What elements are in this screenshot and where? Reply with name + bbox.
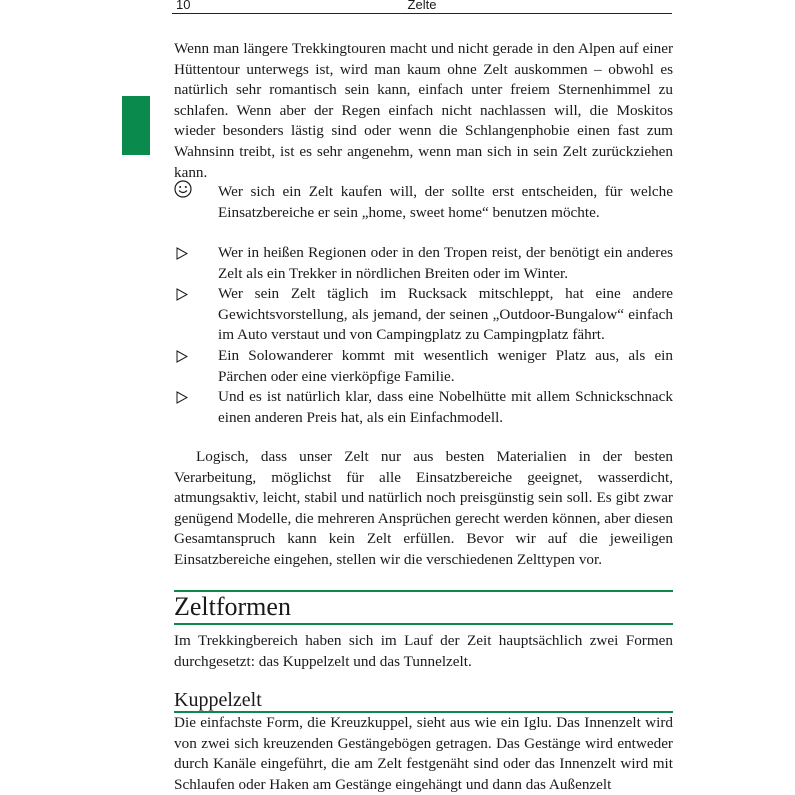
triangle-icon [176,247,188,260]
triangle-icon [176,391,188,404]
triangle-icon [176,350,188,363]
smiley-icon [174,180,192,198]
running-title: Zelte [407,0,437,12]
list-item-text: Und es ist natürlich klar, dass eine Nobelhütte mit allem Schnickschnack einen anderen Preis hat, als ein Einfachmodell. [218,388,673,426]
tip-text: Wer sich ein Zelt kaufen will, der sollte erst entscheiden, für welche Einsatzbereiche er sein „home, sweet home“ benutzen möchte. [218,183,673,221]
kuppelzelt-paragraph: Die einfachste Form, die Kreuzkuppel, sieht aus wie ein Iglu. Das Innenzelt wird von zwei sich kreuzenden Gestängebögen getragen. Das Gestänge wird entweder durch Kanäle eingeführt, die am Zelt festgenäht sind oder das Innenzelt wird mit Schlaufen oder Haken am Gestänge eingehängt und dann das Außenzelt [174,714,673,793]
list-item-text: Wer in heißen Regionen oder in den Tropen reist, der benötigt ein anderes Zelt als ein Trekker in nördlichen Breiten oder im Winter. [218,244,673,282]
list-item-text: Ein Solowanderer kommt mit wesentlich weniger Platz aus, als ein Pärchen oder eine vierköpfige Familie. [218,347,673,385]
list-item-text: Wer sein Zelt täglich im Rucksack mitschleppt, hat eine andere Gewichtsvorstellung, als jemand, der seinen „Outdoor-Bungalow“ einfach im Auto verstaut und von Campingplatz zu Campingplatz fährt. [218,285,673,344]
intro-paragraph: Wenn man längere Trekkingtouren macht und nicht gerade in den Alpen auf einer Hüttentour unterwegs ist, wird man kaum ohne Zelt auskommen – obwohl es natürlich sehr romantisch sein kann, einfach unter freiem Sternenhimmel zu schlafen. Wenn aber der Regen einfach nicht nachlassen will, die Moskitos wieder besonders lästig sind oder wenn die Schlangenphobie einen fast zum Wahnsinn treibt, ist es sehr angenehm, wenn man sich in sein Zelt zurückziehen kann. [174,40,673,181]
logic-paragraph: Logisch, dass unser Zelt nur aus besten Materialien in der besten Verarbeitung, möglichst für alle Einsatzbereiche geeignet, wasserdicht, atmungsaktiv, leicht, stabil und natürlich noch preisgünstig sein soll. Es gibt zwar genügend Modelle, die mehreren Ansprüchen gerecht werden können, aber diesen Gesamtanspruch kann kein Zelt erfüllen. Bevor wir auf die jeweiligen Einsatzbereiche eingehen, stellen wir die verschiedenen Zelttypen vor. [174,448,673,568]
subsection-heading-text: Kuppelzelt [174,689,262,711]
triangle-icon [176,288,188,301]
zeltformen-paragraph: Im Trekkingbereich haben sich im Lauf der Zeit hauptsächlich zwei Formen durchgesetzt: das Kuppelzelt und das Tunnelzelt. [174,632,673,670]
page-header [172,0,672,14]
chapter-thumb-tab [122,96,150,155]
section-heading-text: Zeltformen [174,592,291,621]
page-number: 10 [176,0,191,12]
section-heading [174,591,673,625]
subsection-heading [174,690,673,713]
